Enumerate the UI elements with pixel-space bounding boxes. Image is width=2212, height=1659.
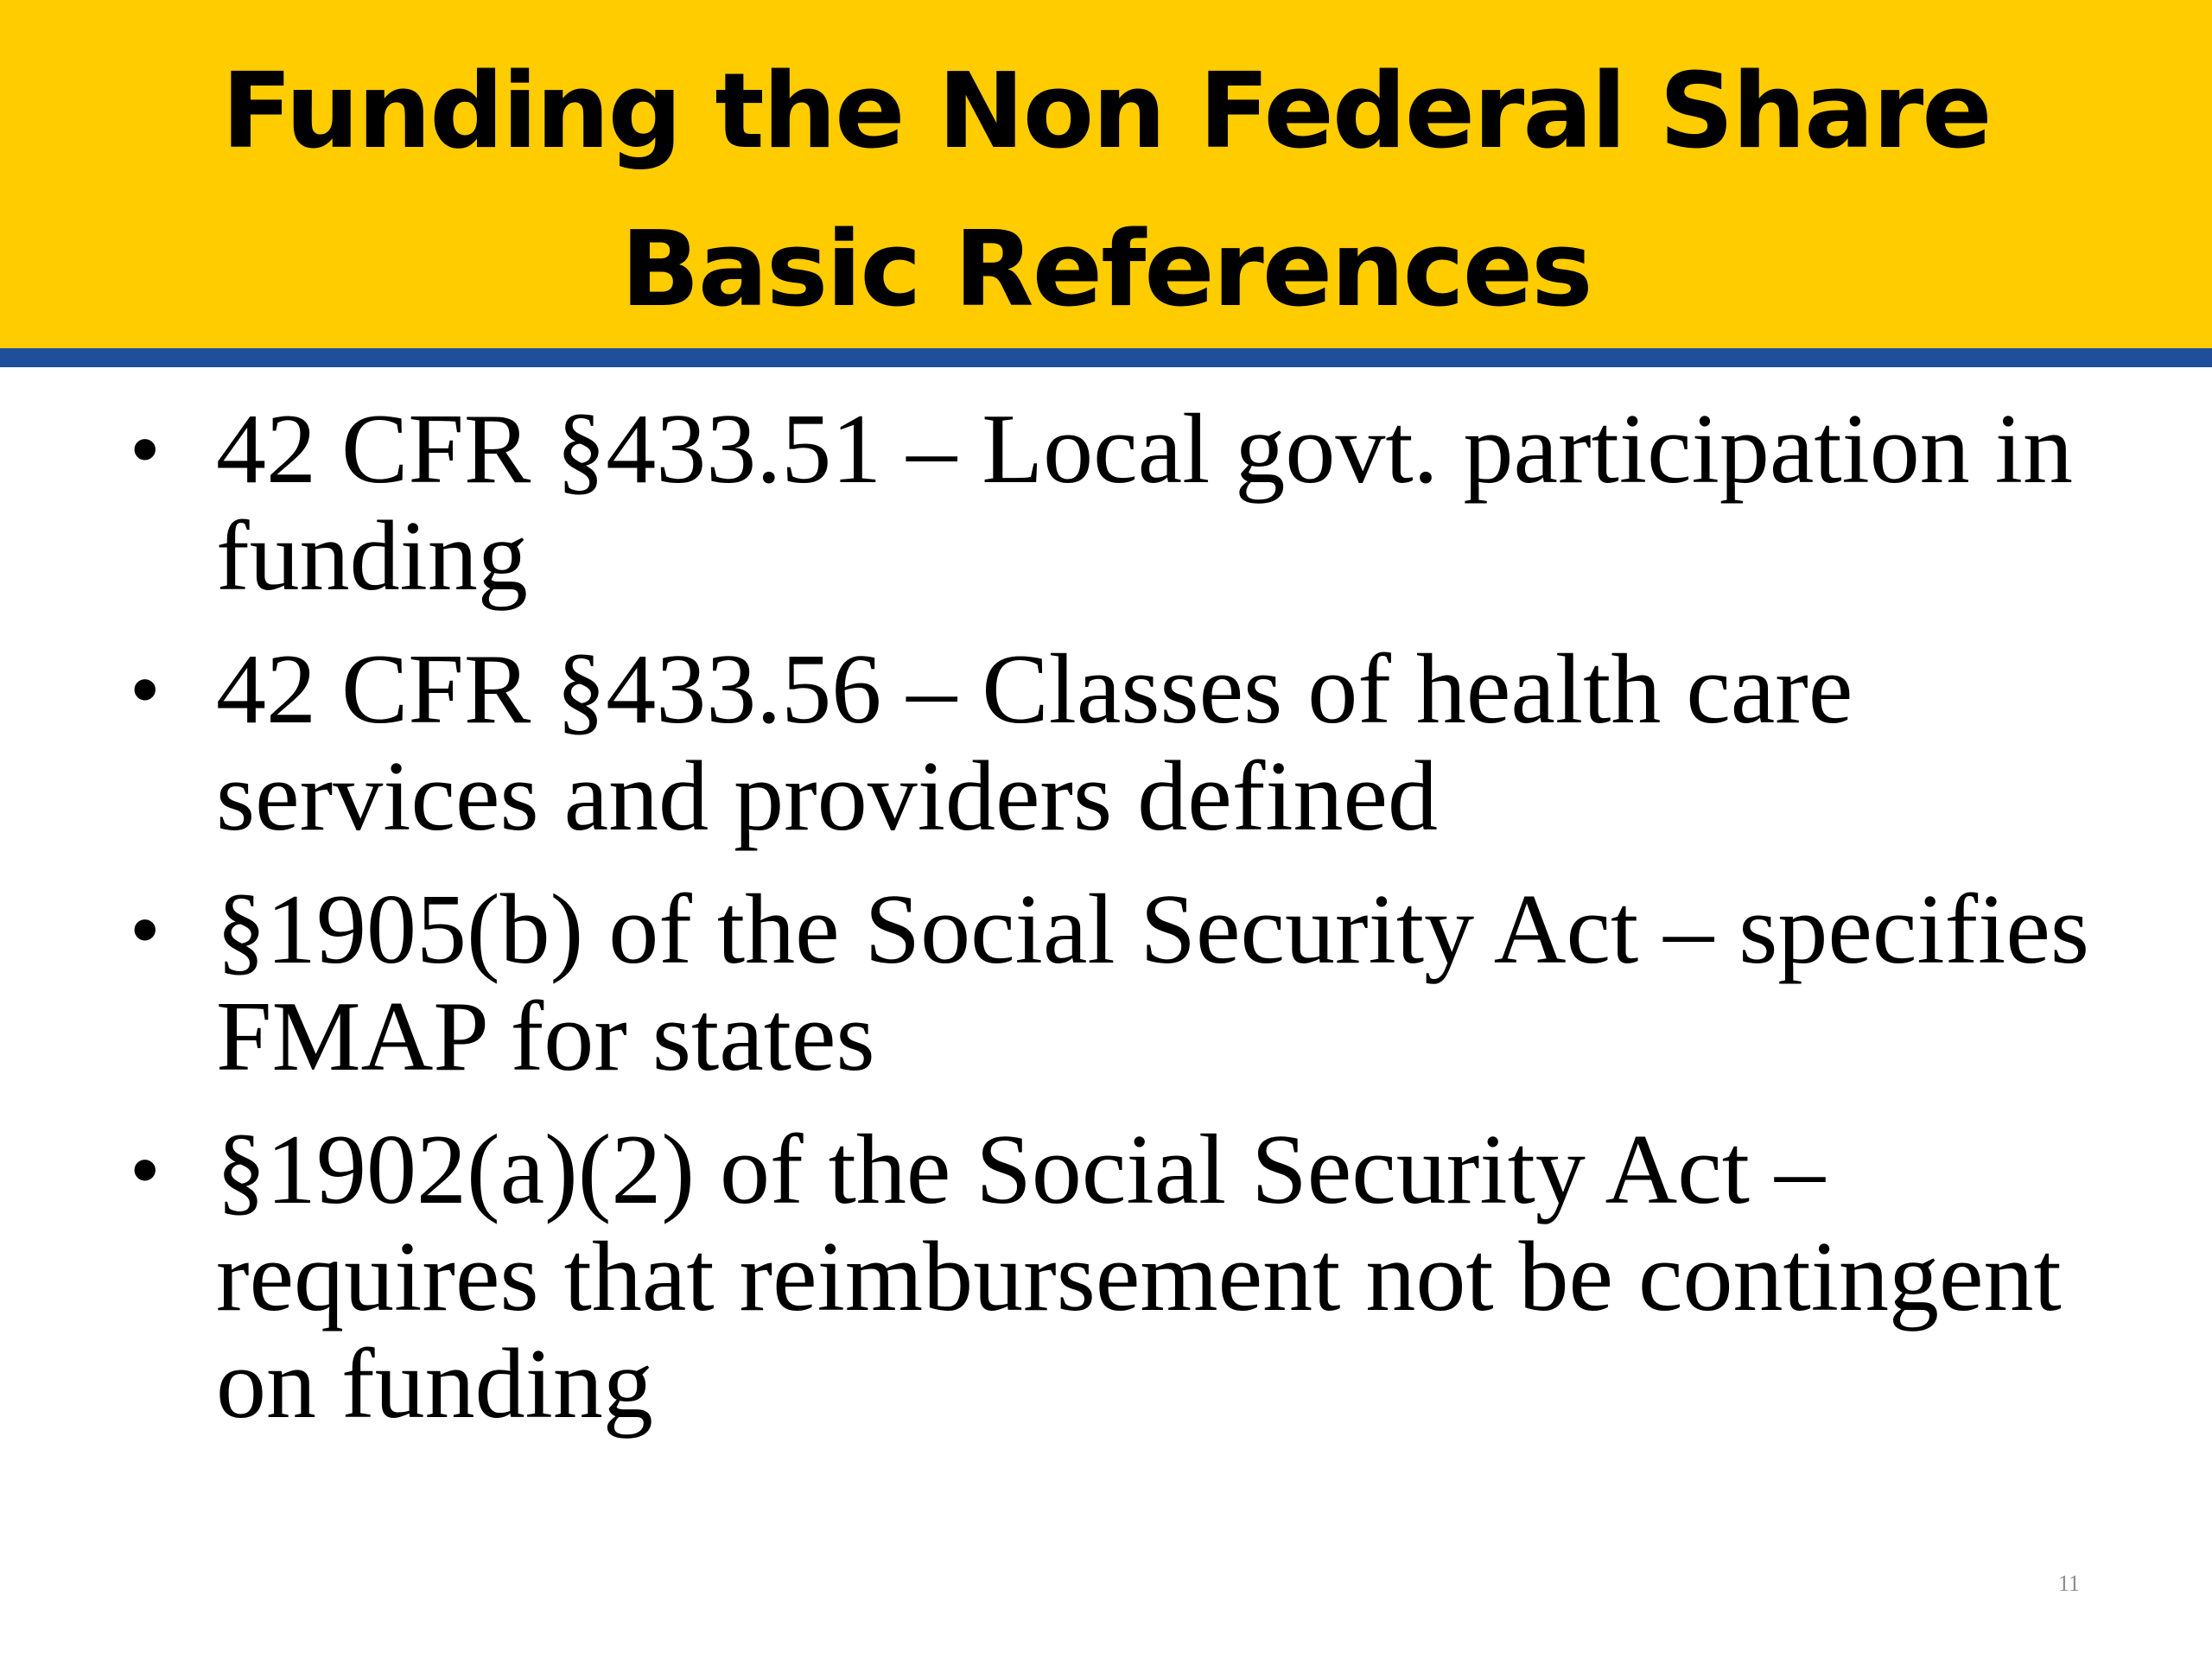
bullet-text: §1902(a)(2) of the Social Security Act – requires that reimbursement not be contingent on funding (216, 1115, 2062, 1440)
bullet-item (0, 1116, 2117, 1438)
title-line-1: Funding the Non Federal Share (221, 52, 1991, 172)
bullet-text: 42 CFR §433.56 – Classes of health care services and providers defined (216, 634, 1853, 852)
title-divider (0, 348, 2212, 367)
bullet-icon: • (131, 1127, 159, 1213)
bullet-item (0, 396, 2117, 610)
bullet-list (0, 396, 2212, 1464)
page-number: 11 (2057, 1571, 2080, 1596)
bullet-icon: • (131, 646, 159, 733)
bullet-item (0, 636, 2117, 850)
slide-title (0, 33, 2212, 349)
bullet-icon: • (131, 887, 159, 973)
bullet-icon: • (131, 406, 159, 493)
bullet-text: §1905(b) of the Social Security Act – specifies FMAP for states (216, 874, 2090, 1092)
bullet-item (0, 876, 2117, 1090)
bullet-text: 42 CFR §433.51 – Local govt. participation in funding (216, 394, 2074, 612)
title-line-2: Basic References (620, 210, 1592, 330)
